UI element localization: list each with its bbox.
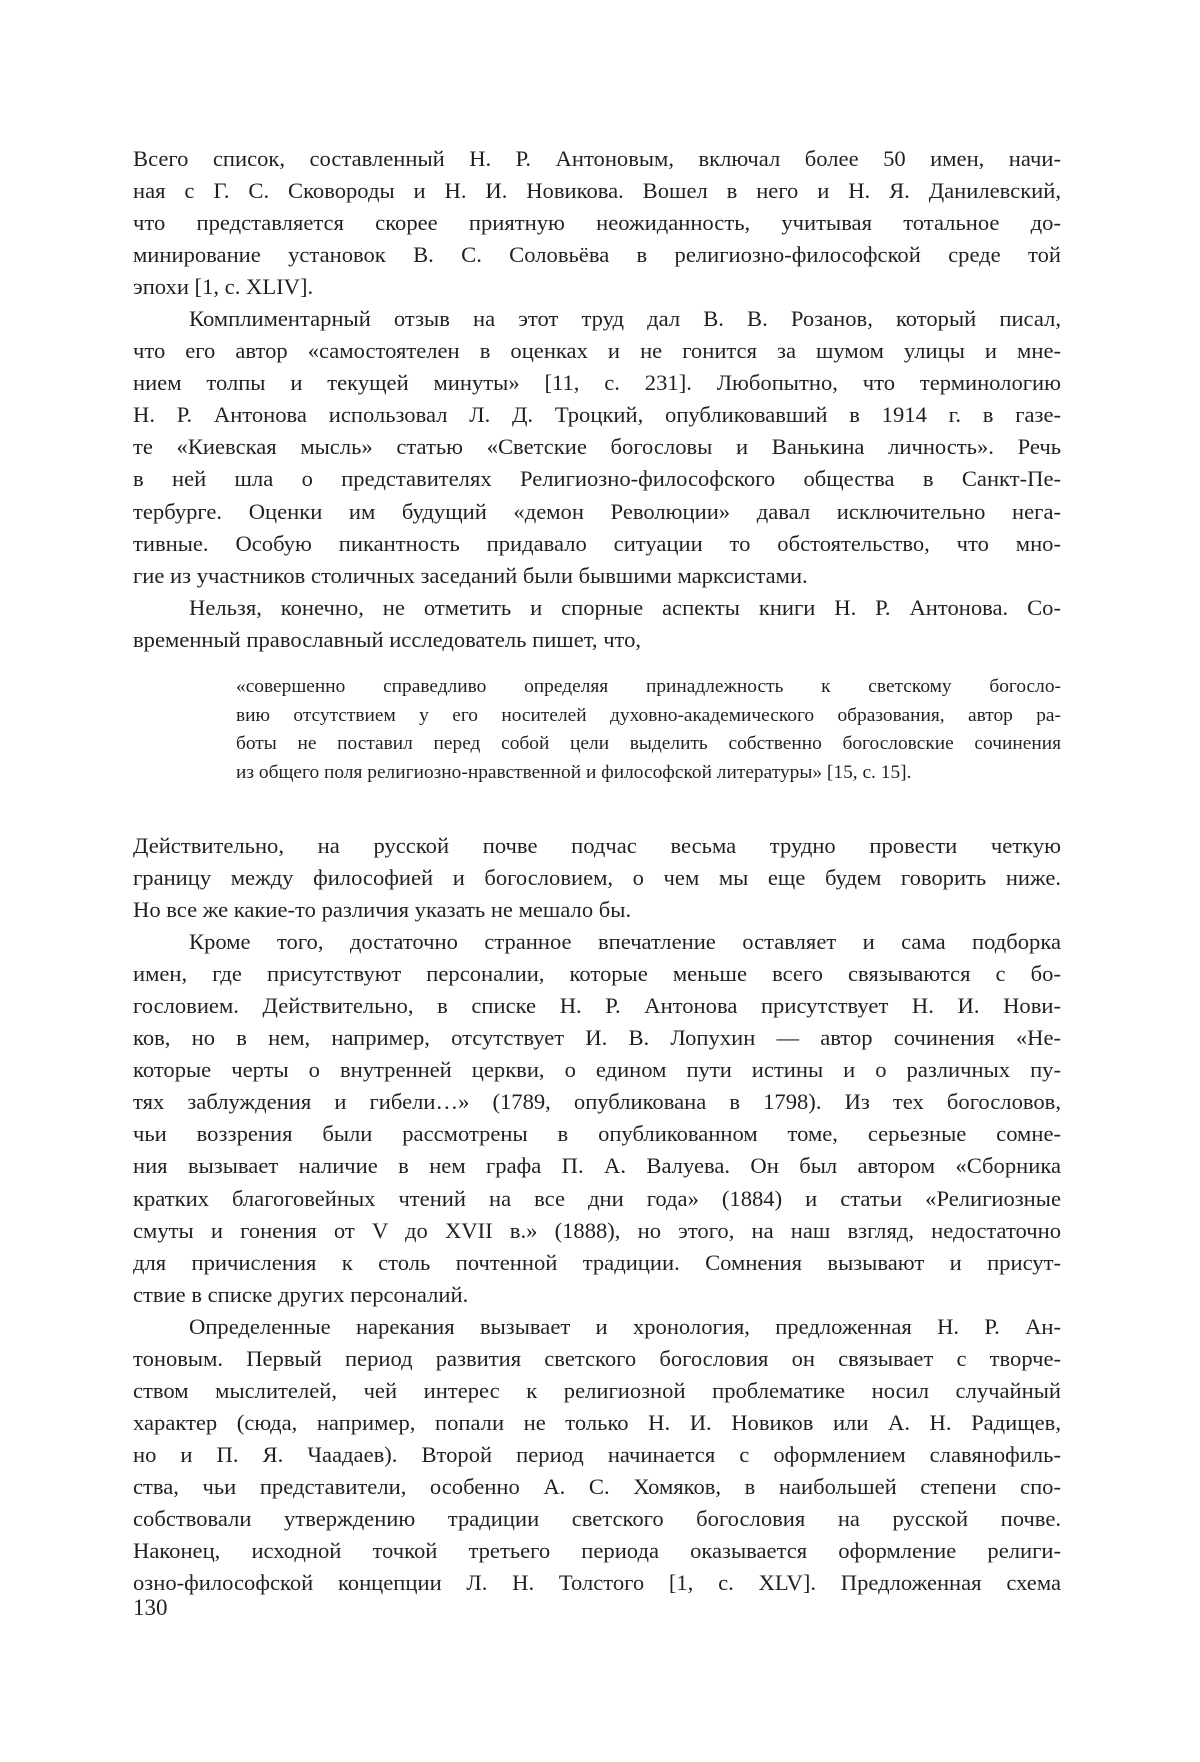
text-line: для причисления к столь почтенной традиции. Сомнения вызывают и присут- — [133, 1249, 1061, 1275]
body-text-bottom — [133, 830, 1061, 1599]
page-number: 130 — [133, 1595, 168, 1620]
text-line: минирование установок В. С. Соловьёва в религиозно-философской среде той — [133, 242, 1061, 268]
text-line: Но все же какие-то различия указать не мешало бы. — [133, 897, 632, 923]
body-text-top — [133, 143, 1061, 656]
text-line: кратких благоговейных чтений на все дни года» (1884) и статьи «Религиозные — [133, 1185, 1061, 1211]
text-line: в ней шла о представителях Религиозно-философского общества в Санкт-Пе- — [133, 466, 1061, 492]
text-line: озно-философской концепции Л. Н. Толстого [1, с. XLV]. Предложенная схема — [133, 1570, 1061, 1596]
text-line: характер (сюда, например, попали не только Н. И. Новиков или А. Н. Радищев, — [133, 1409, 1061, 1435]
text-line: Действительно, на русской почве подчас весьма трудно провести четкую — [133, 833, 1061, 858]
text-line: ния вызывает наличие в нем графа П. А. Валуева. Он был автором «Сборника — [133, 1153, 1061, 1179]
block-quote — [236, 673, 1061, 787]
text-line: эпохи [1, с. XLIV]. — [133, 274, 314, 300]
quote-line: «совершенно справедливо определяя принадлежность к светскому богосло- — [236, 676, 1061, 697]
text-line: гословием. Действительно, в списке Н. Р. Антонова присутствует Н. И. Нови- — [133, 993, 1061, 1019]
text-line: тоновым. Первый период развития светского богословия он связывает с творче- — [133, 1345, 1061, 1371]
text-line: границу между философией и богословием, о чем мы еще будем говорить ниже. — [133, 865, 1061, 891]
text-line: Н. Р. Антонова использовал Л. Д. Троцкий, опубликовавший в 1914 г. в газе- — [133, 402, 1061, 428]
text-line: нием толпы и текущей минуты» [11, с. 231]. Любопытно, что терминологию — [133, 370, 1061, 396]
text-line: Кроме того, достаточно странное впечатление оставляет и сама подборка — [189, 929, 1061, 955]
text-line: Определенные нарекания вызывает и хронология, предложенная Н. Р. Ан- — [189, 1313, 1061, 1339]
text-line: временный православный исследователь пишет, что, — [133, 626, 642, 652]
text-line: собствовали утверждению традиции светского богословия на русской почве. — [133, 1505, 1061, 1531]
text-line: что представляется скорее приятную неожиданность, учитывая тотальное до- — [133, 210, 1061, 236]
quote-line: из общего поля религиозно-нравственной и философской литературы» [15, с. 15]. — [236, 761, 912, 783]
text-line: но и П. Я. Чаадаев). Второй период начинается с оформлением славянофиль- — [133, 1441, 1061, 1467]
text-line: смуты и гонения от V до XVII в.» (1888), но этого, на наш взгляд, недостаточно — [133, 1217, 1061, 1243]
text-line: те «Киевская мысль» статью «Светские богословы и Ванькина личность». Речь — [133, 434, 1061, 460]
text-line: ков, но в нем, например, отсутствует И. В. Лопухин — автор сочинения «Не- — [133, 1025, 1061, 1051]
text-line: ством мыслителей, чей интерес к религиозной проблематике носил случайный — [133, 1377, 1061, 1403]
text-line: которые черты о внутренней церкви, о едином пути истины и о различных пу- — [133, 1057, 1061, 1083]
text-line: Комплиментарный отзыв на этот труд дал В. В. Розанов, который писал, — [189, 306, 1061, 332]
text-line: что его автор «самостоятелен в оценках и не гонится за шумом улицы и мне- — [133, 338, 1061, 364]
text-line: ства, чьи представители, особенно А. С. Хомяков, в наибольшей степени спо- — [133, 1473, 1061, 1499]
quote-line: боты не поставил перед собой цели выделить собственно богословские сочинения — [236, 733, 1061, 755]
text-line: имен, где присутствуют персоналии, которые меньше всего связываются с бо- — [133, 961, 1061, 987]
text-line: ствие в списке других персоналий. — [133, 1281, 469, 1307]
text-line: Всего список, составленный Н. Р. Антоновым, включал более 50 имен, начи- — [133, 146, 1061, 171]
text-line: тербурге. Оценки им будущий «демон Революции» давал исключительно нега- — [133, 498, 1061, 524]
text-line: Наконец, исходной точкой третьего периода оказывается оформление религи- — [133, 1538, 1061, 1564]
text-line: ная с Г. С. Сковороды и Н. И. Новикова. Вошел в него и Н. Я. Данилевский, — [133, 178, 1061, 204]
text-line: тивные. Особую пикантность придавало ситуации то обстоятельство, что мно- — [133, 530, 1061, 556]
text-line: гие из участников столичных заседаний были бывшими марксистами. — [133, 562, 808, 588]
text-line: чьи воззрения были рассмотрены в опубликованном томе, серьезные сомне- — [133, 1121, 1061, 1147]
text-line: тях заблуждения и гибели…» (1789, опубликована в 1798). Из тех богословов, — [133, 1089, 1061, 1115]
text-line: Нельзя, конечно, не отметить и спорные аспекты книги Н. Р. Антонова. Со- — [189, 594, 1061, 620]
quote-line: вию отсутствием у его носителей духовно-академического образования, автор ра- — [236, 704, 1061, 726]
